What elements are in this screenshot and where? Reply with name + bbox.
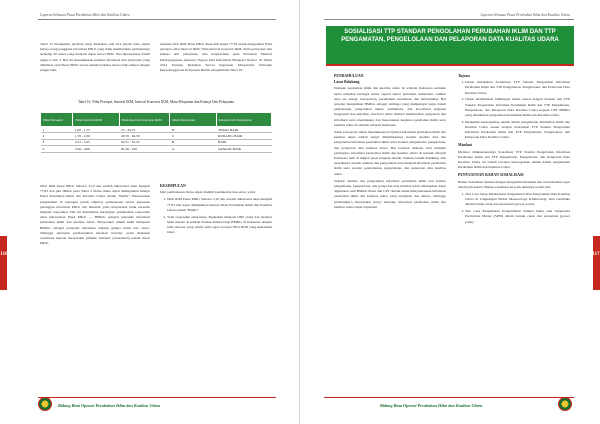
left-col-4	[160, 184, 272, 237]
table-header-cell: Mutu Pelayanan	[170, 113, 216, 127]
table-cell: 4	[41, 146, 73, 152]
pendahuluan-heading: PENDAHULUAN	[334, 74, 364, 78]
left-footer-text: Bidang Bina Operasi Perubahan Iklim dan Kualitas Udara	[58, 403, 161, 408]
bmkg-logo-icon	[38, 397, 52, 411]
table-cell: B	[170, 139, 216, 145]
table-cell: A	[170, 146, 216, 152]
table-row	[41, 146, 272, 152]
right-footer-text: Bidang Bina Operasi Perubahan Iklim dan Kualitas Udara	[380, 403, 483, 408]
list-item: 1. Nilai IKM Pusat PIKU Sebesar 3,10 dan setelah dikonversi akan menjadi 77,63 dan dapat disimpulkan kinerja Pusat Perubahan Iklim dan Kualitas Udara adalah "BAIK".	[167, 197, 272, 213]
left-col-2	[160, 42, 272, 75]
left-header-rule	[38, 19, 276, 20]
left-running-head: Laporan Sebuaan Pusat Perubahan Iklim dan Kualitas Udara	[40, 13, 130, 17]
left-col-1	[40, 42, 150, 75]
table-cell: D	[170, 127, 216, 133]
paragraph: Standar analisis dan pengolahan informasi perubahan iklim dan standar pengamatan, pengelolaan, dan pelaporan data kualitas udara diharapkan dapat digunakan oleh BMKG Pusat dan UPT daerah untuk menyelaraskan informasi perubahan iklim dan kualitas udara yang tersajikan dan akurat. Sehingga terbentuknya masyarakat (user) terhadap informasi perubahan iklim dan kualitas udara dapat terpenuhi.	[334, 178, 446, 209]
table-cell: SANGAT BAIK	[216, 146, 271, 152]
list-item: 2. Untuk memberikan bimbingan teknis sesuai dengan Standar dan TTP Standar Pengolahan Informasi Perubahan Iklim dan TTP Pengamatan, Pengelolaan, dan Pelaporan Data Kualitas Udara kepada UPT BMKG yang melakukan pengamatan Perubahan Iklim dan Kualitas Udara.	[465, 97, 570, 118]
table-cell: 25 - 43,75	[119, 127, 170, 133]
kesimpulan-list	[160, 197, 272, 235]
right-footer-rule	[324, 397, 574, 398]
table-header-row	[41, 113, 272, 127]
list-item: 2. Tata Cara Pengamatan Pengambilan Sampel Debu atau Suspended Particulate Matter (SPM) dalam bentuk cetak dan presentasi (power point).	[465, 209, 570, 225]
table-cell: 1,00 - 1,75	[73, 127, 119, 133]
table-cell: 62,51 - 81,25	[119, 139, 170, 145]
bmkg-logo-icon	[558, 397, 572, 411]
kesimpulan-intro: Dari pembahasan diatas dapat diambil kesimpulan dan saran, yaitu:	[160, 190, 256, 195]
penyusunan-list	[458, 192, 570, 225]
table-cell: 81,26 - 100	[119, 146, 170, 152]
right-header-rule	[324, 19, 574, 20]
table-header-cell: Nilai Interval IKM	[73, 113, 119, 127]
table-cell: BAIK	[216, 139, 271, 145]
left-page-number: 116	[0, 252, 8, 257]
table-cell: TIDAK BAIK	[216, 127, 271, 133]
left-col-2-paragraph: Adapun nilai IKM Pusat PIKU diperoleh angka 77,63 untuk mengetahui Nilai persepsi, nilai interval IKM, Nilai interval konversi IKM, mutu pelayanan dan kinerja unit pelayanan, kita berpedoman pada Peraturan Menteri Pendayagunaan Aparatur Negara Dan Reformasi Birokrasi Nomor 16 Tahun 2014 Tentang Pedoman Survei Kepuasan Masyarakat Terhadap Penyelenggaraan Pelayanan Publik sebagaimana Tabel 16.	[160, 42, 272, 73]
right-col-2	[458, 74, 570, 226]
table-cell: C	[170, 133, 216, 139]
table-cell: KURANG BAIK	[216, 133, 271, 139]
latar-belakang-heading: Latar Belakang	[334, 80, 360, 85]
table-header-cell: Nilai Persepsi	[41, 113, 73, 127]
left-col-3	[40, 184, 150, 248]
table-caption: Tabel 16. Nilai Persepsi, Interval IKM, Interval Konversi IKM, Mutu Pelayanan dan Kinerja Unit Pelayanan	[77, 100, 235, 104]
table-header-cell: Kinerja Unit Pelayanan	[216, 113, 271, 127]
list-item: 1. Tata Cara Tetap Pelaksanaan Pengamatan Dan Pengolahan Data Kualitas Udara di Lingkungan Badan Meteorologi, Klimatologi, Dan Geofisika dalam bentuk cetak dan presentasi (power point).	[465, 192, 570, 208]
table-cell: 3	[41, 139, 73, 145]
tujuan-heading: Tujuan	[458, 74, 470, 78]
left-col-1-paragraph: Tabel 15 merupakan jawaban yang diberikan oleh 614 (enam ratus empat belas) orang pengguna informasi PIKU yang tidak memberikan penilaiannya terhadap 26 unsur yang menjadi objek survei IKM. Jika dipersentase dalam angka 2 dan 3. Hal ini menunjukkan kualitas informasi dan pelayanan yang diberikan oleh Pusat PIKU secara umum berkisar antara baik sampai dengan sangat baik.	[40, 42, 150, 73]
table-cell: 2	[41, 133, 73, 139]
right-col-1	[334, 74, 446, 212]
right-page-tab	[593, 236, 600, 290]
table-cell: 1	[41, 127, 73, 133]
title-underline	[326, 64, 574, 66]
article-title: SOSIALISASI TTP STANDAR PENGOLAHAN PERUBAHAN IKLIM DAN TTP PENGAMATAN, PENGELOLAAN DAN PELAPORAN DATA KUALITAS UDARA	[341, 29, 559, 43]
article-title-banner	[326, 26, 574, 64]
kesimpulan-heading: KESIMPULAN	[160, 184, 186, 188]
table-cell: 3,26 - 4,00	[73, 146, 119, 152]
list-item: 1. Untuk melakukan Sosialisasi TTP Standar Pengolahan Informasi Perubahan Iklim dan TTP Pengamatan, Pengelolaan, dan Pelaporan Data Kualitas Udara.	[465, 80, 570, 96]
paragraph: Salah satu upaya untuk mendukung terciptanya informasi perubahan iklim dan kualitas udara adalah sangat dibutuhkannya standar analisis data dan pengolahan informasi perubahan iklim serta standar pengamatan, pengelolaan, dan pelaporan data kualitas udara. Hal tersebut didasari oleh semakin pentingnya informasi perubahan iklim dan kualitas udara di seluruh wilayah Indonesia baik di tingkat pusat maupun daerah. Namun, belum didukung oleh tersedianya standar analisis dan pengolahan data menjadi informasi perubahan iklim serta standar pengamatan, pengelolaan, dan pelaporan data kualitas udara.	[334, 130, 446, 176]
manfaat-heading: Manfaat	[458, 143, 472, 148]
manfaat-paragraph: Manfaat dilaksanakannya Sosialisasi TTP Standar Pengolahan Informasi Perubahan Iklim dan TTP Pengamatan, Pengelolaan, dan Pelaporan Data Kualitas Udara ini adalah tercapai keseragaman teknik dalam pengamatan Perubahan Iklim dan Kualitas Udara.	[458, 149, 570, 170]
paragraph: Dampak perubahan iklim dan kualitas udara di wilayah Indonesia semakin nyata terhadap berbagai sektor seperti sektor pertanian, kehutanan, sumber daya air, energi, transportasi, perumahan, kesehatan, dan infrastruktur. Hal tersebut menjadikan BMKG sebagai lembaga yang mempunyai tugas dalam pemantauan, pengolahan teknis, pembinaan, dan koordinasi kegiatan fungsional dan kejadian observasi harus mampu memberikan pelayanan dan informasi serta mendukung dan meneruskan kegiatan perubahan iklim serta kualitas udara di seluruh wilayah Indonesia.	[334, 86, 446, 127]
left-footer-rule	[38, 397, 276, 398]
right-page-number: 117	[592, 252, 600, 257]
penyusunan-heading: PENYUSUNAN BAHAN SOSIALISASI	[458, 173, 524, 178]
table-cell: 43,76 - 62,50	[119, 133, 170, 139]
left-page-tab	[0, 236, 7, 290]
right-running-head: Laporan Sebuaan Pusat Perubahan Iklim dan Kualitas Udara	[480, 13, 570, 17]
list-item: 2. Total responden seharusnya digunakan menjadi 1000 orang dan tersebar lebih merata di seluruh Stasiun Klimatologi BMKG di Indonesia dengan nilai sebaran yang relatif sama agar tercapai Nilai IKM yang mendekati ideal.	[167, 215, 272, 236]
penyusunan-paragraph: Bahan Sosialisasi disusun dengan mengambil masukan dan saran melalui rapat dalam jam kantor. Bahan sosialisasi ini pada akhirnya terdiri dari:	[458, 179, 570, 189]
ikm-table	[40, 112, 272, 153]
table-cell: 2,51 - 3,25	[73, 139, 119, 145]
table-header-cell: Nilai Interval Konversi IKM	[119, 113, 170, 127]
left-col-3-paragraph: Nilai IKM Pusat PIKU Sebesar 3,10 dan setelah dikonversi akan menjadi 77,63 dan jika dilihat pada Tabel 2 diatas maka dapat disimpulkan kinerja Pusat Perubahan Iklim dan Kualitas Udara adalah "BAIK". Berdasarkan pengalaman di lapangan (studi empiris) pelaksanaan survei kepuasan pelanggan informasi PIKU ada masalah yaitu masyarakat tidak bersedia menjadi responden. Hal ini disebabkan kurangnya pemahaman responden akan keberadaan Pusat PIKU — BMKG sebagai penyedia informasi perubahan iklim dan kualitas udara. Masyarakat umum lebih mengenal BMKG sebagai penyedia informasi tentang gempa bumi dan cuaca. Sehingga sebanyak permasalahan masalah tersebut, perlu diadakan sosialisasi kepada masyarakat (umum/ instansi/ perusahaan) terkait Pusat PIKU.	[40, 184, 150, 246]
table-cell: 1,76 - 2,50	[73, 133, 119, 139]
tujuan-list	[458, 80, 570, 140]
list-item: 3. Menjamin keseragaman teknik dalam pengamatan Perubahan Iklim dan Kualitas Udara sesuai dengan Sosialisasi TTP Standar Pengolahan Informasi Perubahan Iklim dan TTP Pengamatan, Pengelolaan, dan Pelaporan Data Kualitas Udara.	[465, 120, 570, 141]
